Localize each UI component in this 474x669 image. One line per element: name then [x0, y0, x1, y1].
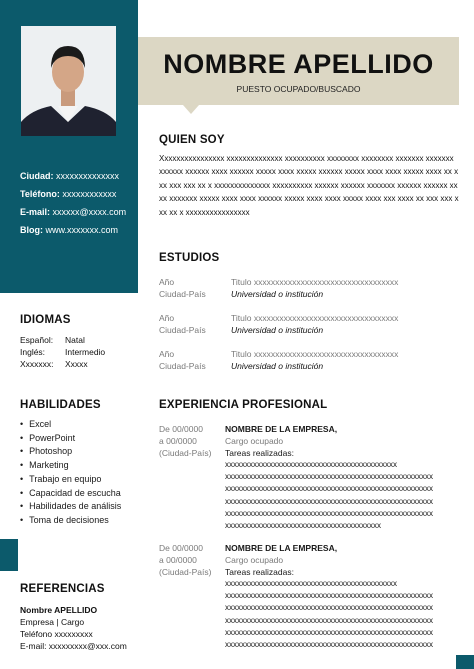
language-level: Intermedio [65, 347, 106, 357]
exp-dates [159, 423, 211, 459]
exp-task-line: xxxxxxxxxxxxxxxxxxxxxxxxxxxxxxxxxxxxxxxxxxxxxxxxxxxx [225, 591, 433, 601]
exp-date-to: a 00/0000 [159, 436, 197, 446]
skill-item: • Excel [20, 418, 121, 432]
exp-tasks-label: Tareas realizadas: [225, 567, 294, 577]
exp-place: (Ciudad-País) [159, 448, 212, 458]
edu-degree: Titulo xxxxxxxxxxxxxxxxxxxxxxxxxxxxxxxxxx [231, 349, 399, 359]
edu-degree: Titulo xxxxxxxxxxxxxxxxxxxxxxxxxxxxxxxxxx [231, 277, 399, 287]
language-level: Natal [65, 335, 85, 345]
edu-school: Universidad o institución [231, 325, 324, 335]
skill-item: • PowerPoint [20, 432, 121, 446]
exp-task-line: xxxxxxxxxxxxxxxxxxxxxxxxxxxxxxxxxxxxxxxxxxxxxxxxxxxx [225, 508, 433, 518]
edu-year: Año [159, 277, 175, 287]
language-name: Español: [20, 335, 54, 345]
full-name: NOMBRE APELLIDO [163, 49, 434, 79]
section-title-education: ESTUDIOS [159, 252, 220, 264]
edu-school: Universidad o institución [231, 361, 324, 371]
edu-place: Ciudad-País [159, 325, 206, 335]
profile-photo [21, 26, 116, 136]
edu-degree: Titulo xxxxxxxxxxxxxxxxxxxxxxxxxxxxxxxxxx [231, 313, 399, 323]
exp-task-line: xxxxxxxxxxxxxxxxxxxxxxxxxxxxxxxxxxxxxxxxxxxxxxxxxxxx [225, 627, 433, 637]
edu-year: Año [159, 313, 175, 323]
reference-phone: Teléfono xxxxxxxxx [20, 629, 93, 639]
edu-school: Universidad o institución [231, 289, 324, 299]
reference-name: Nombre APELLIDO [20, 605, 98, 615]
exp-company: NOMBRE DE LA EMPRESA [225, 543, 335, 553]
language-name: Inglés: [20, 347, 46, 357]
language-name: Xxxxxxx: [20, 359, 54, 369]
skill-item: • Habilidades de análisis [20, 500, 121, 514]
section-title-experience: EXPERIENCIA PROFESIONAL [159, 399, 328, 411]
exp-details: NOMBRE DE LA EMPRESA, Cargo ocupado Tareas realizadas: xxxxxxxxxxxxxxxxxxxxxxxxxxxxxxxxxxxxxxxxxxx xxxxxxxxxxxxxxxxxxxxxxxxxxxxxxxxxxxxxxxxxxxxxxxxxxxx xxxxxxxxxxxxxxxxxxxxxxxxxxxxxxxxxxxxxxxxxxxxxxxxxxxx xxxxxxxxxxxxxxxxxxxxxxxxxxxxxxxxxxxxxxxxxxxxxxxxxxxx xxxxxxxxxxxxxxxxxxxxxxxxxxxxxxxxxxxxxxxxxxxxxxxxxxxx xxxxxxxxxxxxxxxxxxxxxxxxxxxxxxxxxxxxxxx [225, 423, 447, 532]
skill-item: • Trabajo en equipo [20, 473, 121, 487]
header-pointer [183, 105, 199, 114]
exp-task-line: xxxxxxxxxxxxxxxxxxxxxxxxxxxxxxxxxxxxxxxxxxxxxxxxxxxx [225, 472, 433, 482]
contact-blog[interactable]: Blog: www.xxxxxxx.com [20, 225, 119, 235]
section-title-skills: HABILIDADES [20, 399, 101, 411]
job-position: PUESTO OCUPADO/BUSCADO [236, 84, 361, 94]
exp-date-from: De 00/0000 [159, 424, 203, 434]
exp-task-line: xxxxxxxxxxxxxxxxxxxxxxxxxxxxxxxxxxxxxxxxxxxxxxxxxxxx [225, 484, 433, 494]
edu-place: Ciudad-País [159, 361, 206, 371]
exp-date-to: a 00/0000 [159, 555, 197, 565]
accent-square-right [456, 655, 474, 669]
exp-task-line: xxxxxxxxxxxxxxxxxxxxxxxxxxxxxxxxxxxxxxxxxxxxxxxxxxxx [225, 640, 433, 650]
edu-place: Ciudad-País [159, 289, 206, 299]
exp-dates [159, 542, 211, 578]
exp-role: Cargo ocupado [225, 436, 284, 446]
exp-task-line: xxxxxxxxxxxxxxxxxxxxxxxxxxxxxxxxxxxxxxxxxxxxxxxxxxxx [225, 496, 433, 506]
section-title-about: QUIEN SOY [159, 134, 225, 146]
reference-email[interactable]: E-mail: xxxxxxxxx@xxx.com [20, 641, 127, 651]
contact-city: Ciudad: xxxxxxxxxxxxxx [20, 171, 120, 181]
exp-task-line: xxxxxxxxxxxxxxxxxxxxxxxxxxxxxxxxxxxxxxxxxxxxxxxxxxxx [225, 603, 433, 613]
skill-item: • Marketing [20, 459, 121, 473]
skill-item: • Photoshop [20, 445, 121, 459]
exp-role: Cargo ocupado [225, 555, 284, 565]
exp-task-line: xxxxxxxxxxxxxxxxxxxxxxxxxxxxxxxxxxxxxxxxxxxxxxxxxxxx [225, 615, 433, 625]
exp-place: (Ciudad-País) [159, 567, 212, 577]
skill-item: • Capacidad de escucha [20, 487, 121, 501]
edu-year: Año [159, 349, 175, 359]
accent-square-left [0, 539, 18, 571]
skills-list [20, 418, 121, 528]
reference-company: Empresa | Cargo [20, 617, 85, 627]
exp-details: NOMBRE DE LA EMPRESA, Cargo ocupado Tareas realizadas: xxxxxxxxxxxxxxxxxxxxxxxxxxxxxxxxxxxxxxxxxxx xxxxxxxxxxxxxxxxxxxxxxxxxxxxxxxxxxxxxxxxxxxxxxxxxxxx xxxxxxxxxxxxxxxxxxxxxxxxxxxxxxxxxxxxxxxxxxxxxxxxxxxx xxxxxxxxxxxxxxxxxxxxxxxxxxxxxxxxxxxxxxxxxxxxxxxxxxxx xxxxxxxxxxxxxxxxxxxxxxxxxxxxxxxxxxxxxxxxxxxxxxxxxxxx xxxxxxxxxxxxxxxxxxxxxxxxxxxxxxxxxxxxxxxxxxxxxxxxxxxx [225, 542, 447, 651]
language-level: Xxxxx [65, 359, 88, 369]
exp-task-line: xxxxxxxxxxxxxxxxxxxxxxxxxxxxxxxxxxxxxxx [225, 521, 381, 531]
about-text: Xxxxxxxxxxxxxxxx xxxxxxxxxxxxxx xxxxxxxxxx xxxxxxxx xxxxxxxx xxxxxxx xxxxxxx xxxxxx xxxxxx xxxx xxxxxx xxxxx xxxx xxxxx xxxxxx xxxxx xxxx xxxx xxxxx xxxx xx xxx xxx xxx xx x xxxxxxxxxxxxxx xxxxxxxxxx xxxxxx xxxxxx xxxxxxx xxxxxx xxxxxx xxxx xxxxxxx xxxxx xxxx xxxx xxxxxx xxxxx xxxx xxxx xxxxx xxxx xxx xxxx xx xxx xxx xxx xx x xxxxxxxxxxxxxxxx [159, 154, 459, 217]
exp-task-line: xxxxxxxxxxxxxxxxxxxxxxxxxxxxxxxxxxxxxxxxxxx [225, 579, 397, 588]
exp-company: NOMBRE DE LA EMPRESA [225, 424, 335, 434]
section-title-languages: IDIOMAS [20, 314, 71, 326]
contact-email[interactable]: E-mail: xxxxxx@xxxx.com [20, 207, 127, 217]
contact-phone: Teléfono: xxxxxxxxxxxx [20, 189, 117, 199]
exp-date-from: De 00/0000 [159, 543, 203, 553]
skill-item: • Toma de decisiones [20, 514, 121, 528]
exp-tasks-label: Tareas realizadas: [225, 448, 294, 458]
exp-task-line: xxxxxxxxxxxxxxxxxxxxxxxxxxxxxxxxxxxxxxxxxxx [225, 460, 397, 469]
section-title-references: REFERENCIAS [20, 583, 105, 595]
